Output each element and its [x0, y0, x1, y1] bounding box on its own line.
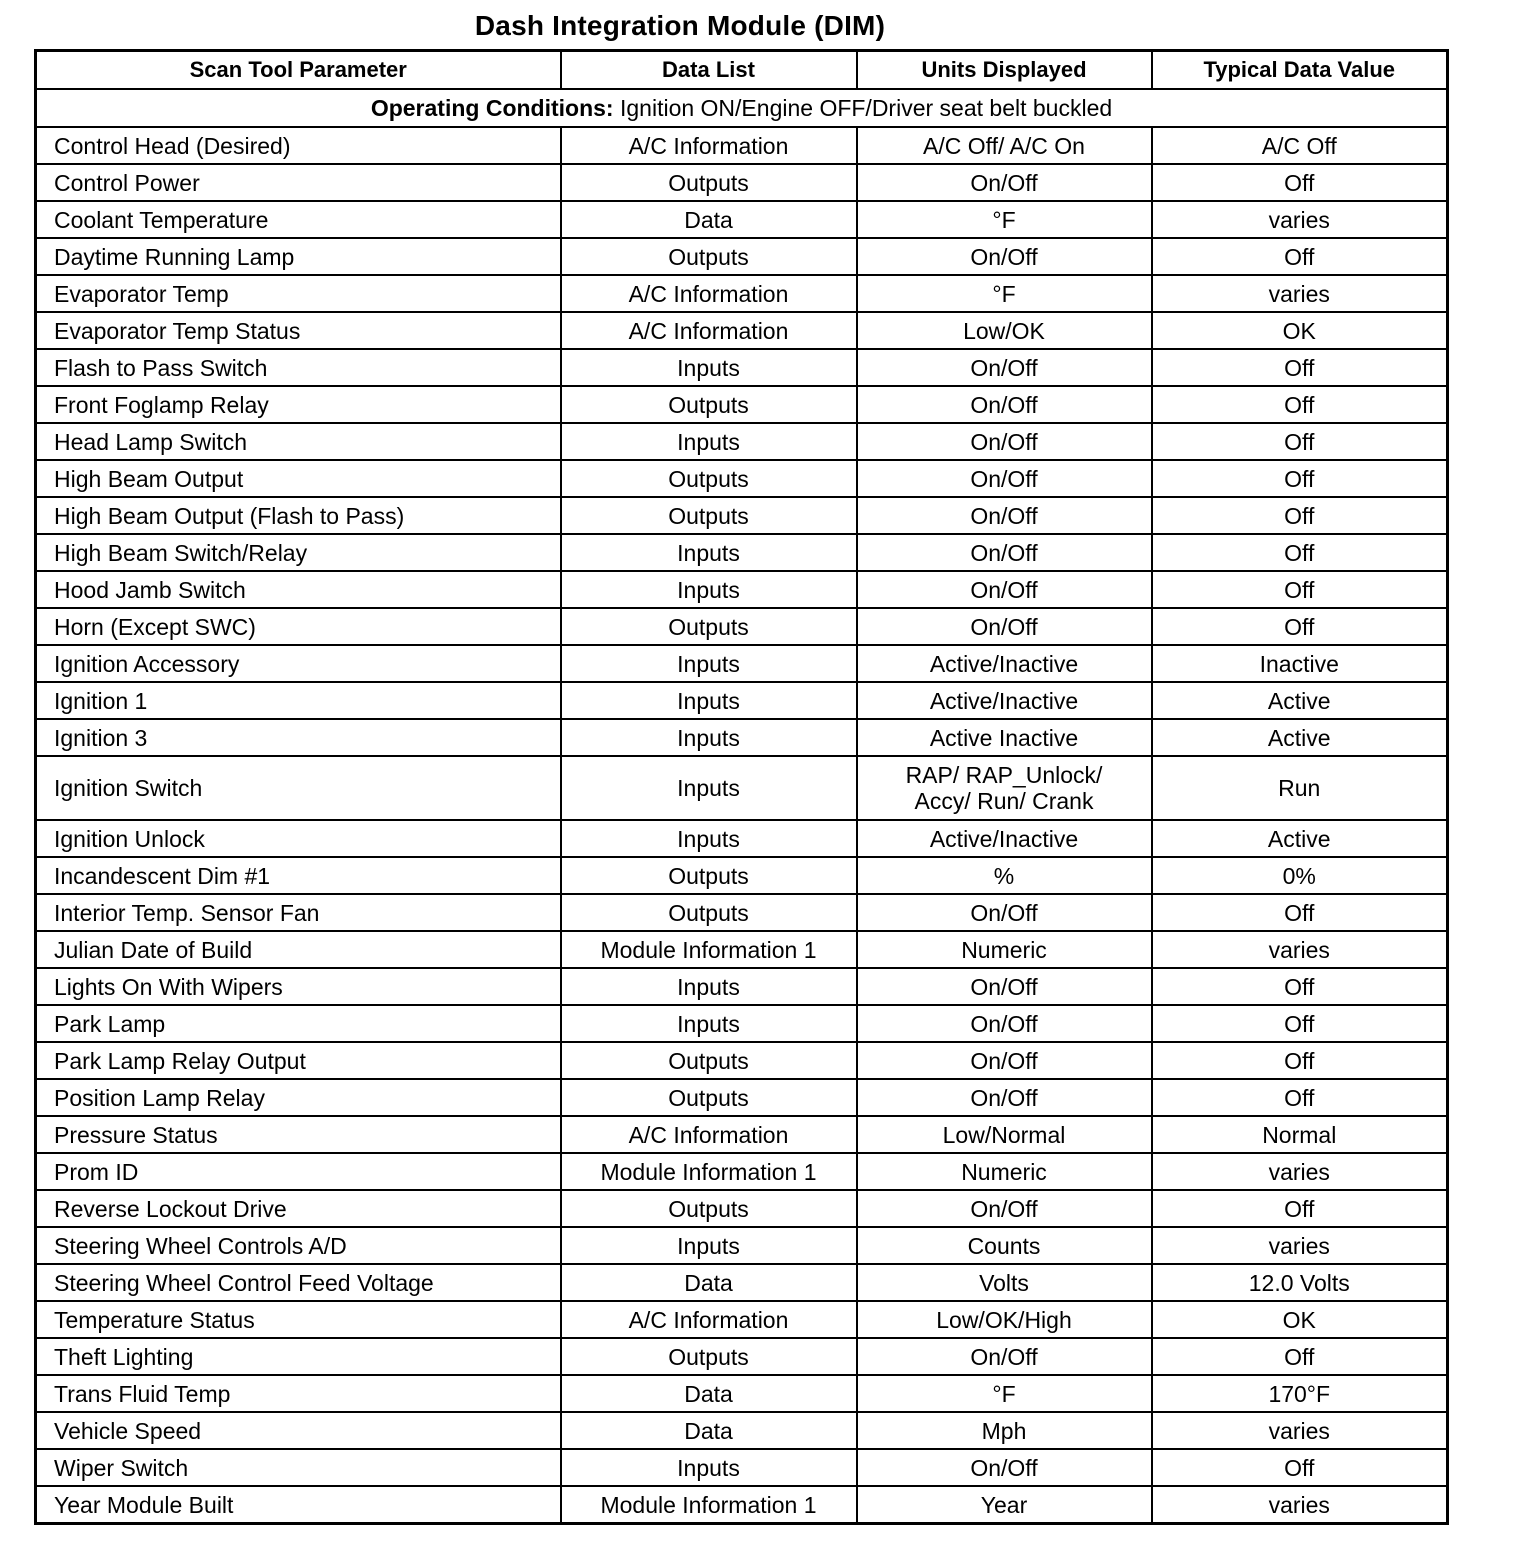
units-cell: Numeric: [857, 1153, 1152, 1190]
data-list-cell: Data: [561, 1412, 857, 1449]
table-row: [36, 645, 1448, 682]
typical-value-cell: Run: [1152, 756, 1448, 820]
parameter-cell: Hood Jamb Switch: [36, 571, 561, 608]
parameter-cell: Flash to Pass Switch: [36, 349, 561, 386]
data-list-cell: Inputs: [561, 756, 857, 820]
parameter-cell: Park Lamp: [36, 1005, 561, 1042]
typical-value-cell: Off: [1152, 1338, 1448, 1375]
units-cell: On/Off: [857, 460, 1152, 497]
operating-conditions-label: Operating Conditions:: [370, 95, 614, 121]
table-row: [36, 1301, 1448, 1338]
parameter-cell: Horn (Except SWC): [36, 608, 561, 645]
units-cell: Active Inactive: [857, 719, 1152, 756]
table-row: [36, 164, 1448, 201]
table-row: [36, 1153, 1448, 1190]
table-row: [36, 1338, 1448, 1375]
table-row: [36, 349, 1448, 386]
table-row: [36, 1486, 1448, 1524]
units-cell: Mph: [857, 1412, 1152, 1449]
units-line: Accy/ Run/ Crank: [914, 788, 1094, 814]
data-list-cell: Inputs: [561, 423, 857, 460]
units-cell: On/Off: [857, 386, 1152, 423]
typical-value-cell: 12.0 Volts: [1152, 1264, 1448, 1301]
typical-value-cell: varies: [1152, 1486, 1448, 1524]
units-cell: On/Off: [857, 238, 1152, 275]
parameter-cell: Steering Wheel Control Feed Voltage: [36, 1264, 561, 1301]
units-cell: On/Off: [857, 571, 1152, 608]
data-list-cell: Inputs: [561, 1227, 857, 1264]
table-row: [36, 820, 1448, 857]
data-list-cell: Module Information 1: [561, 1153, 857, 1190]
table-row: [36, 682, 1448, 719]
data-list-cell: Outputs: [561, 1042, 857, 1079]
table-row: [36, 1412, 1448, 1449]
table-row: [36, 127, 1448, 164]
typical-value-cell: Off: [1152, 349, 1448, 386]
typical-value-cell: Inactive: [1152, 645, 1448, 682]
parameter-cell: Wiper Switch: [36, 1449, 561, 1486]
operating-conditions-row: [36, 89, 1448, 127]
units-cell: On/Off: [857, 1190, 1152, 1227]
data-list-cell: A/C Information: [561, 1301, 857, 1338]
table-row: [36, 1079, 1448, 1116]
table-row: [36, 275, 1448, 312]
page-title: Dash Integration Module (DIM): [474, 10, 886, 41]
table-row: [36, 386, 1448, 423]
data-list-cell: Outputs: [561, 857, 857, 894]
parameter-cell: Trans Fluid Temp: [36, 1375, 561, 1412]
parameter-cell: Control Head (Desired): [36, 127, 561, 164]
table-row: [36, 1005, 1448, 1042]
table-row: [36, 931, 1448, 968]
units-cell: °F: [857, 1375, 1152, 1412]
parameter-cell: Ignition Accessory: [36, 645, 561, 682]
column-header-data-list: Data List: [561, 51, 857, 90]
parameter-cell: Julian Date of Build: [36, 931, 561, 968]
typical-value-cell: varies: [1152, 1227, 1448, 1264]
data-list-cell: A/C Information: [561, 127, 857, 164]
typical-value-cell: Off: [1152, 1079, 1448, 1116]
units-cell: On/Off: [857, 1449, 1152, 1486]
data-list-cell: Inputs: [561, 534, 857, 571]
typical-value-cell: 170°F: [1152, 1375, 1448, 1412]
units-cell: On/Off: [857, 1079, 1152, 1116]
typical-value-cell: Off: [1152, 1190, 1448, 1227]
parameter-cell: Evaporator Temp: [36, 275, 561, 312]
typical-value-cell: Off: [1152, 238, 1448, 275]
table-row: [36, 719, 1448, 756]
data-list-cell: Outputs: [561, 497, 857, 534]
parameter-cell: Pressure Status: [36, 1116, 561, 1153]
parameter-cell: Ignition 1: [36, 682, 561, 719]
typical-value-cell: Off: [1152, 1449, 1448, 1486]
parameter-cell: Position Lamp Relay: [36, 1079, 561, 1116]
typical-value-cell: Active: [1152, 820, 1448, 857]
units-cell: °F: [857, 201, 1152, 238]
typical-value-cell: varies: [1152, 931, 1448, 968]
typical-value-cell: Active: [1152, 682, 1448, 719]
data-list-cell: Inputs: [561, 571, 857, 608]
units-cell: Low/OK/High: [857, 1301, 1152, 1338]
data-list-cell: Inputs: [561, 349, 857, 386]
units-cell: On/Off: [857, 894, 1152, 931]
typical-value-cell: varies: [1152, 1412, 1448, 1449]
data-list-cell: Data: [561, 1375, 857, 1412]
parameter-cell: Front Foglamp Relay: [36, 386, 561, 423]
typical-value-cell: Off: [1152, 534, 1448, 571]
units-cell: Counts: [857, 1227, 1152, 1264]
data-list-cell: Outputs: [561, 894, 857, 931]
typical-value-cell: varies: [1152, 201, 1448, 238]
parameter-cell: Interior Temp. Sensor Fan: [36, 894, 561, 931]
typical-value-cell: Off: [1152, 164, 1448, 201]
units-cell: Low/Normal: [857, 1116, 1152, 1153]
operating-conditions-text: Ignition ON/Engine OFF/Driver seat belt buckled: [619, 95, 1113, 121]
table-row: [36, 534, 1448, 571]
units-cell: On/Off: [857, 164, 1152, 201]
units-cell: Numeric: [857, 931, 1152, 968]
data-list-cell: Data: [561, 201, 857, 238]
table-row: [36, 1116, 1448, 1153]
parameter-cell: Ignition 3: [36, 719, 561, 756]
units-cell: On/Off: [857, 349, 1152, 386]
data-list-cell: Outputs: [561, 386, 857, 423]
typical-value-cell: varies: [1152, 275, 1448, 312]
typical-value-cell: Off: [1152, 423, 1448, 460]
typical-value-cell: Off: [1152, 497, 1448, 534]
parameter-cell: High Beam Output (Flash to Pass): [36, 497, 561, 534]
data-list-cell: Inputs: [561, 682, 857, 719]
data-list-cell: Module Information 1: [561, 1486, 857, 1524]
typical-value-cell: Off: [1152, 460, 1448, 497]
parameter-cell: Year Module Built: [36, 1486, 561, 1524]
operating-conditions-cell: [36, 89, 1448, 127]
typical-value-cell: A/C Off: [1152, 127, 1448, 164]
table-row: [36, 894, 1448, 931]
parameter-cell: Theft Lighting: [36, 1338, 561, 1375]
table-row: [36, 312, 1448, 349]
table-row: [36, 608, 1448, 645]
parameter-cell: Lights On With Wipers: [36, 968, 561, 1005]
table-row: [36, 460, 1448, 497]
parameter-cell: High Beam Switch/Relay: [36, 534, 561, 571]
data-list-cell: Module Information 1: [561, 931, 857, 968]
units-cell: Active/Inactive: [857, 645, 1152, 682]
typical-value-cell: Off: [1152, 894, 1448, 931]
data-list-cell: A/C Information: [561, 275, 857, 312]
parameter-cell: Vehicle Speed: [36, 1412, 561, 1449]
parameter-cell: Park Lamp Relay Output: [36, 1042, 561, 1079]
typical-value-cell: Off: [1152, 571, 1448, 608]
table-row: [36, 423, 1448, 460]
parameter-cell: Daytime Running Lamp: [36, 238, 561, 275]
units-cell: On/Off: [857, 1005, 1152, 1042]
data-list-cell: Inputs: [561, 1005, 857, 1042]
table-row: [36, 1375, 1448, 1412]
header-row: [36, 51, 1448, 90]
data-list-cell: Outputs: [561, 460, 857, 497]
typical-value-cell: Normal: [1152, 1116, 1448, 1153]
data-list-cell: Outputs: [561, 1190, 857, 1227]
data-list-cell: Outputs: [561, 1338, 857, 1375]
typical-value-cell: Active: [1152, 719, 1448, 756]
parameter-cell: Temperature Status: [36, 1301, 561, 1338]
data-list-cell: Inputs: [561, 719, 857, 756]
units-cell: On/Off: [857, 1338, 1152, 1375]
parameter-cell: Steering Wheel Controls A/D: [36, 1227, 561, 1264]
column-header-parameter: Scan Tool Parameter: [36, 51, 561, 90]
typical-value-cell: Off: [1152, 608, 1448, 645]
table-row: [36, 1449, 1448, 1486]
typical-value-cell: 0%: [1152, 857, 1448, 894]
units-line: RAP/ RAP_Unlock/: [905, 762, 1103, 788]
typical-value-cell: OK: [1152, 1301, 1448, 1338]
data-list-cell: Data: [561, 1264, 857, 1301]
units-cell: [857, 756, 1152, 820]
parameter-cell: Incandescent Dim #1: [36, 857, 561, 894]
data-list-cell: A/C Information: [561, 312, 857, 349]
units-cell: On/Off: [857, 1042, 1152, 1079]
table-row: [36, 968, 1448, 1005]
units-cell: Low/OK: [857, 312, 1152, 349]
units-cell: Active/Inactive: [857, 820, 1152, 857]
typical-value-cell: Off: [1152, 386, 1448, 423]
table-row: [36, 1227, 1448, 1264]
units-cell: Volts: [857, 1264, 1152, 1301]
table-row: [36, 1190, 1448, 1227]
table-row: [36, 1264, 1448, 1301]
table-row: [36, 857, 1448, 894]
data-list-cell: Outputs: [561, 608, 857, 645]
parameter-cell: Evaporator Temp Status: [36, 312, 561, 349]
data-list-cell: Outputs: [561, 238, 857, 275]
units-cell: °F: [857, 275, 1152, 312]
typical-value-cell: Off: [1152, 1042, 1448, 1079]
units-cell: A/C Off/ A/C On: [857, 127, 1152, 164]
parameter-cell: Ignition Unlock: [36, 820, 561, 857]
table-row: [36, 1042, 1448, 1079]
table-row: [36, 201, 1448, 238]
typical-value-cell: Off: [1152, 968, 1448, 1005]
table-row: [36, 238, 1448, 275]
data-list-cell: Inputs: [561, 1449, 857, 1486]
data-list-cell: Inputs: [561, 645, 857, 682]
data-list-cell: Outputs: [561, 1079, 857, 1116]
table-row: [36, 756, 1448, 820]
table-row: [36, 571, 1448, 608]
units-cell: On/Off: [857, 968, 1152, 1005]
units-cell: Active/Inactive: [857, 682, 1152, 719]
units-cell: On/Off: [857, 608, 1152, 645]
parameter-cell: Head Lamp Switch: [36, 423, 561, 460]
data-list-cell: Inputs: [561, 968, 857, 1005]
units-cell: %: [857, 857, 1152, 894]
units-cell: Year: [857, 1486, 1152, 1524]
typical-value-cell: Off: [1152, 1005, 1448, 1042]
typical-value-cell: varies: [1152, 1153, 1448, 1190]
data-table: [34, 49, 1449, 1525]
data-list-cell: Inputs: [561, 820, 857, 857]
data-list-cell: A/C Information: [561, 1116, 857, 1153]
parameter-cell: Ignition Switch: [36, 756, 561, 820]
typical-value-cell: OK: [1152, 312, 1448, 349]
units-cell: On/Off: [857, 497, 1152, 534]
column-header-typical-value: Typical Data Value: [1152, 51, 1448, 90]
data-list-cell: Outputs: [561, 164, 857, 201]
parameter-cell: Prom ID: [36, 1153, 561, 1190]
parameter-cell: Coolant Temperature: [36, 201, 561, 238]
column-header-units: Units Displayed: [857, 51, 1152, 90]
parameter-cell: High Beam Output: [36, 460, 561, 497]
parameter-cell: Reverse Lockout Drive: [36, 1190, 561, 1227]
units-cell: On/Off: [857, 423, 1152, 460]
units-cell: On/Off: [857, 534, 1152, 571]
table-row: [36, 497, 1448, 534]
parameter-cell: Control Power: [36, 164, 561, 201]
